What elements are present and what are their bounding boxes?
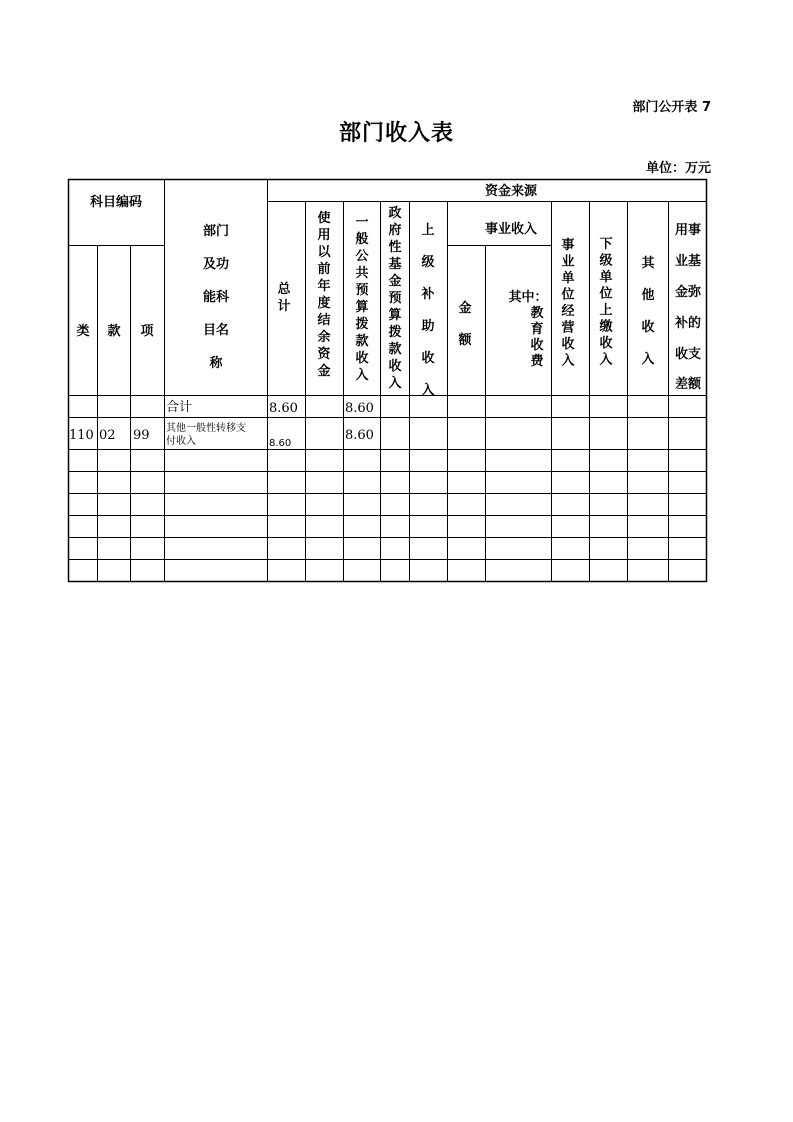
row-item: 99 [133, 428, 150, 443]
fund-make-up-header-2: 业基 [674, 254, 702, 269]
business-income-header: 事业收入 [484, 222, 538, 237]
total-row-general: 8.60 [345, 401, 374, 416]
page-title: 部门收入表 [338, 121, 454, 146]
item-header: 项 [140, 324, 154, 339]
dept-name-header-1: 部门 [202, 224, 230, 239]
edu-fee-header-3: 收 [530, 338, 544, 353]
amount-header-1: 金 [458, 301, 472, 316]
dept-name-header-5: 称 [209, 356, 223, 371]
row-kind: 02 [99, 428, 116, 443]
total-header-2: 计 [277, 299, 291, 314]
fund-make-up-header-4: 补的 [674, 316, 702, 331]
subject-code-header: 科目编码 [89, 195, 143, 210]
row-name-line1: 其他一般性转移支 [166, 423, 246, 434]
total-header-1: 总 [277, 282, 291, 297]
dept-name-header-4: 目名 [202, 323, 230, 338]
edu-fee-header-4: 费 [530, 354, 544, 369]
edu-fee-prefix: 其中： [508, 290, 548, 305]
funding-source-header: 资金来源 [484, 184, 538, 199]
fund-make-up-header-5: 收支 [674, 347, 702, 362]
other-income-header: 其他收入 [641, 256, 655, 367]
superior-subsidy-header: 上级补助收入 [421, 223, 435, 398]
row-name-line2: 付收入 [166, 436, 196, 447]
row-class: 110 [69, 428, 94, 443]
sub-unit-header: 下级单位上缴收入 [599, 237, 613, 368]
total-row-total: 8.60 [269, 401, 298, 416]
gov-fund-header: 政府性基金预算拨款收入 [388, 206, 402, 391]
edu-fee-header-1: 教 [530, 306, 544, 321]
prior-balance-header: 使用以前年度结余资金 [317, 211, 331, 379]
fund-make-up-header-3: 金弥 [674, 285, 702, 300]
row-general: 8.60 [345, 428, 374, 443]
amount-header-2: 额 [458, 333, 472, 348]
row-total: 8.60 [269, 438, 292, 449]
unit-label: 单位：万元 [645, 161, 711, 176]
total-row-name: 合计 [166, 400, 193, 415]
class-header: 类 [76, 324, 90, 339]
fund-make-up-header-1: 用事 [674, 223, 702, 238]
edu-fee-header-2: 育 [530, 322, 544, 337]
kind-header: 款 [107, 324, 121, 339]
general-budget-header: 一般公共预算拨款收入 [355, 215, 369, 383]
fund-make-up-header-6: 差额 [674, 377, 702, 392]
dept-name-header-3: 能科 [202, 290, 230, 305]
biz-operation-header: 事业单位经营收入 [561, 238, 575, 369]
dept-name-header-2: 及功 [202, 257, 230, 272]
table-code: 部门公开表 7 [632, 100, 711, 115]
